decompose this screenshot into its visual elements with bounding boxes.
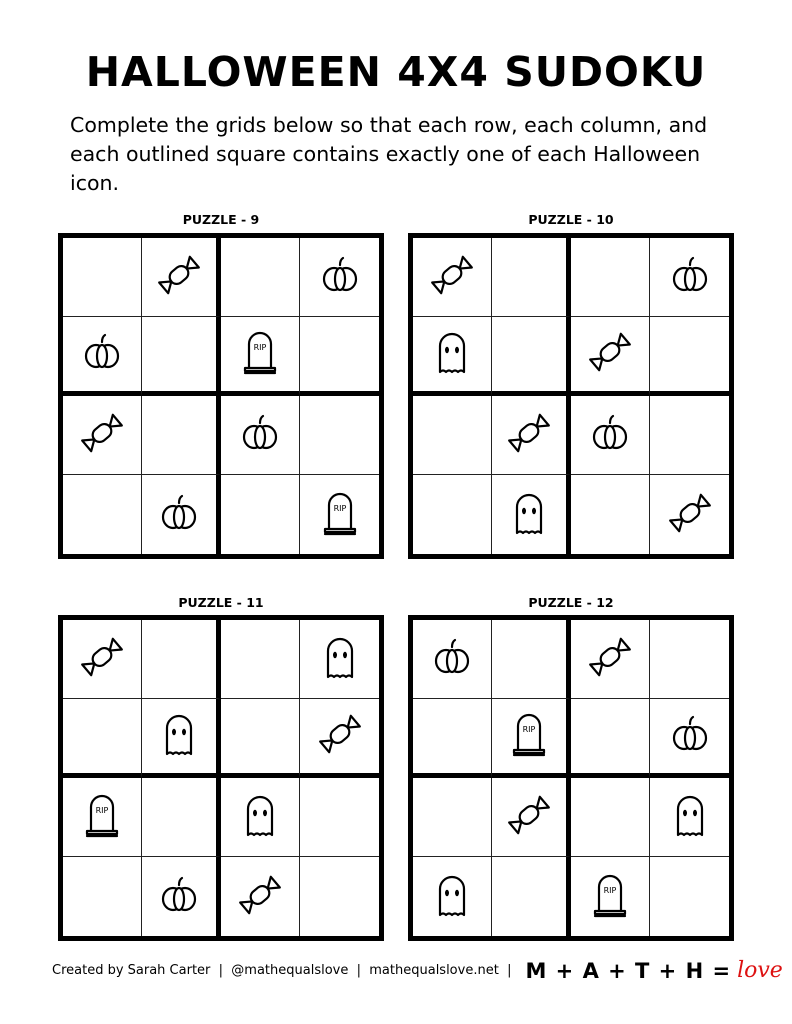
- grid-cell: [571, 396, 650, 475]
- grid-cell: [413, 475, 492, 554]
- pumpkin-icon: [236, 409, 284, 461]
- svg-text:RIP: RIP: [333, 503, 346, 513]
- candy-icon: [428, 251, 476, 303]
- grid-cell: [63, 238, 142, 317]
- grid-cell: [492, 778, 571, 857]
- grid-cell: [300, 857, 379, 936]
- grid-cell: [571, 238, 650, 317]
- grid-cell: [142, 857, 221, 936]
- candy-icon: [586, 633, 634, 685]
- footer: [52, 958, 783, 983]
- ghost-icon: [155, 710, 203, 762]
- grid-cell: [492, 620, 571, 699]
- candy-icon: [316, 710, 364, 762]
- grid-cell: [492, 317, 571, 396]
- grid-cell: [300, 396, 379, 475]
- grid-cell: [63, 778, 142, 857]
- love-logo: love: [737, 958, 783, 983]
- svg-text:RIP: RIP: [253, 343, 267, 352]
- grid-cell: [221, 699, 300, 778]
- grid-cell: [300, 699, 379, 778]
- pumpkin-icon: [155, 871, 203, 923]
- ghost-icon: [505, 489, 553, 541]
- grid-cell: [142, 620, 221, 699]
- grid-cell: [571, 699, 650, 778]
- grid-cell: [142, 396, 221, 475]
- candy-icon: [78, 633, 126, 685]
- grid-cell: [63, 857, 142, 936]
- grid-cell: [63, 317, 142, 396]
- puzzle-grid-12: [408, 615, 734, 941]
- svg-text:RIP: RIP: [603, 885, 617, 895]
- candy-icon: [505, 409, 553, 461]
- brand-text: M + A + T + H =: [525, 958, 732, 983]
- grid-cell: [142, 238, 221, 317]
- grid-cell: [142, 699, 221, 778]
- grid-cell: [492, 396, 571, 475]
- candy-icon: [586, 328, 634, 380]
- tombstone-icon: [78, 791, 126, 843]
- svg-text:RIP: RIP: [95, 806, 109, 815]
- grid-cell: [492, 238, 571, 317]
- grid-cell: [571, 620, 650, 699]
- grid-cell: [413, 317, 492, 396]
- page-title: HALLOWEEN 4X4 SUDOKU: [85, 48, 707, 96]
- puzzle-label: PUZZLE - 11: [178, 595, 264, 610]
- puzzle-grid-9: [58, 233, 384, 559]
- grid-cell: [571, 317, 650, 396]
- pumpkin-icon: [666, 710, 714, 762]
- candy-icon: [505, 791, 553, 843]
- candy-icon: [236, 871, 284, 923]
- grid-cell: [221, 778, 300, 857]
- grid-cell: [221, 396, 300, 475]
- grid-cell: [63, 699, 142, 778]
- candy-icon: [155, 251, 203, 303]
- grid-cell: [492, 475, 571, 554]
- puzzle-label: PUZZLE - 10: [528, 212, 614, 227]
- ghost-icon: [666, 791, 714, 843]
- grid-cell: [142, 317, 221, 396]
- svg-text:RIP: RIP: [522, 725, 536, 734]
- grid-cell: [142, 778, 221, 857]
- grid-cell: [413, 620, 492, 699]
- pumpkin-icon: [428, 633, 476, 685]
- grid-cell: [650, 699, 729, 778]
- grid-cell: [300, 238, 379, 317]
- credit-text: Created by Sarah Carter | @mathequalslove | mathequalslove.net |: [52, 963, 512, 978]
- puzzle-label: PUZZLE - 9: [182, 212, 260, 227]
- grid-cell: [650, 475, 729, 554]
- tombstone-icon: [236, 328, 284, 380]
- candy-icon: [666, 489, 714, 541]
- ghost-icon: [428, 328, 476, 380]
- grid-cell: [300, 317, 379, 396]
- grid-cell: [413, 699, 492, 778]
- grid-cell: [650, 857, 729, 936]
- grid-cell: [300, 620, 379, 699]
- pumpkin-icon: [155, 489, 203, 541]
- puzzle-grid-10: [408, 233, 734, 559]
- ghost-icon: [428, 871, 476, 923]
- grid-cell: [650, 396, 729, 475]
- grid-cell: [221, 238, 300, 317]
- grid-cell: [413, 396, 492, 475]
- tombstone-icon: [505, 710, 553, 762]
- puzzle-grid-11: [58, 615, 384, 941]
- grid-cell: [413, 238, 492, 317]
- candy-icon: [78, 409, 126, 461]
- grid-cell: [221, 475, 300, 554]
- grid-cell: [300, 475, 379, 554]
- grid-cell: [63, 620, 142, 699]
- grid-cell: [413, 857, 492, 936]
- grid-cell: [492, 699, 571, 778]
- grid-cell: [571, 778, 650, 857]
- ghost-icon: [316, 633, 364, 685]
- tombstone-icon: [586, 871, 634, 923]
- grid-cell: [63, 475, 142, 554]
- grid-cell: [492, 857, 571, 936]
- instructions: Complete the grids below so that each row, each column, and each outlined square contains exactly one of each Halloween icon.: [70, 113, 708, 195]
- grid-cell: [650, 620, 729, 699]
- grid-cell: [650, 317, 729, 396]
- grid-cell: [571, 857, 650, 936]
- pumpkin-icon: [78, 328, 126, 380]
- pumpkin-icon: [666, 251, 714, 303]
- grid-cell: [571, 475, 650, 554]
- ghost-icon: [236, 791, 284, 843]
- tombstone-icon: [316, 489, 364, 541]
- grid-cell: [63, 396, 142, 475]
- grid-cell: [221, 620, 300, 699]
- grid-cell: [300, 778, 379, 857]
- grid-cell: [650, 778, 729, 857]
- puzzle-label: PUZZLE - 12: [528, 595, 614, 610]
- grid-cell: [142, 475, 221, 554]
- pumpkin-icon: [586, 409, 634, 461]
- grid-cell: [650, 238, 729, 317]
- grid-cell: [221, 317, 300, 396]
- grid-cell: [413, 778, 492, 857]
- grid-cell: [221, 857, 300, 936]
- pumpkin-icon: [316, 251, 364, 303]
